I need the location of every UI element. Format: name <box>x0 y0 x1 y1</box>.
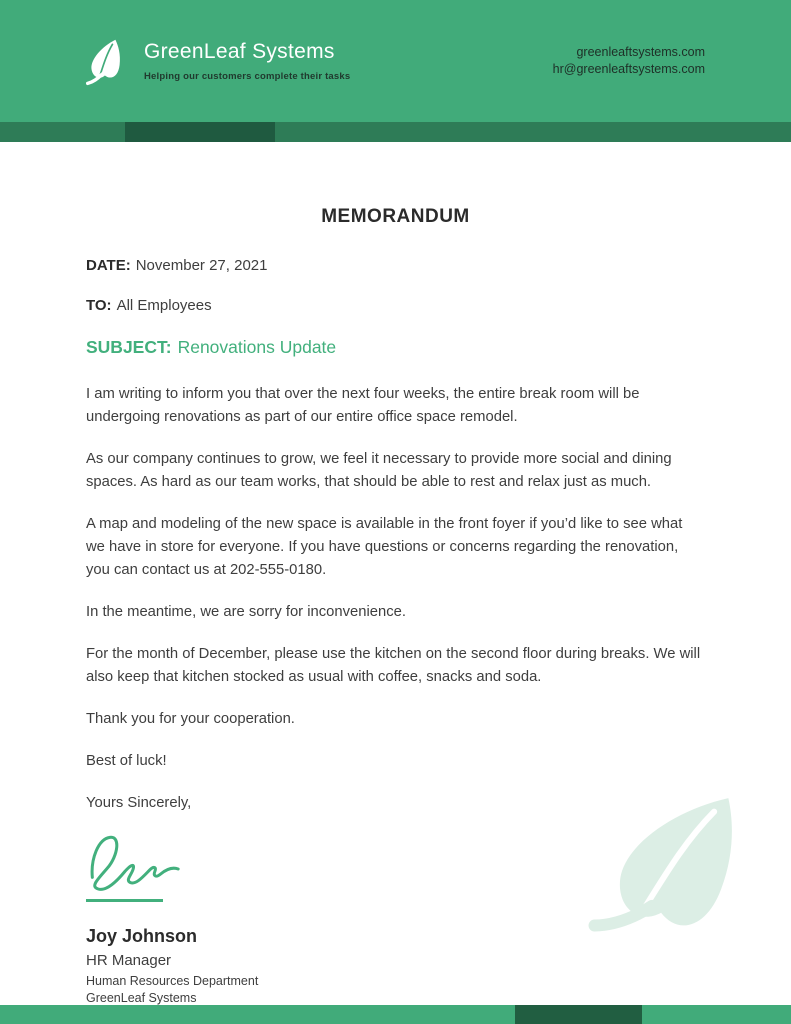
header-accent-bar-dark-segment <box>125 122 275 142</box>
memo-paragraph: In the meantime, we are sorry for inconvenience. <box>86 604 406 620</box>
memo-paragraph: As our company continues to grow, we feel it necessary to provide more social and dining spaces. As hard as our team works, that should be able to rest and relax just as much. <box>86 451 672 490</box>
subject-value: Renovations Update <box>177 337 337 357</box>
memo-subject-line <box>86 337 705 358</box>
to-label: TO: <box>86 297 112 314</box>
memo-paragraph: I am writing to inform you that over the next four weeks, the entire break room will be undergoing renovations as part of our entire office space remodel. <box>86 386 640 425</box>
footer-accent-bar-dark-segment <box>515 1005 642 1024</box>
company-website: greenleaftsystems.com <box>576 45 705 59</box>
date-label: DATE: <box>86 257 131 274</box>
company-tagline: Helping our customers complete their tasks <box>144 71 351 82</box>
date-value: November 27, 2021 <box>135 257 268 274</box>
signature-block <box>86 834 705 1005</box>
signer-company: GreenLeaf Systems <box>86 991 197 1005</box>
subject-label: SUBJECT: <box>86 337 172 357</box>
company-name: GreenLeaf Systems <box>144 40 335 63</box>
signer-name: Joy Johnson <box>86 926 198 946</box>
letterhead-header <box>0 0 791 122</box>
signer-title: HR Manager <box>86 952 172 969</box>
signature-underline <box>86 899 163 902</box>
memo-title: MEMORANDUM <box>321 206 470 227</box>
header-accent-bar <box>0 122 791 142</box>
footer-accent-bar <box>0 1005 791 1024</box>
memo-to-line <box>86 294 705 317</box>
contact-info <box>553 44 705 78</box>
to-value: All Employees <box>116 297 212 314</box>
handwritten-signature-icon <box>86 834 212 894</box>
signer-department: Human Resources Department <box>86 974 259 988</box>
memo-paragraph: Best of luck! <box>86 753 167 769</box>
memo-paragraph: A map and modeling of the new space is available in the front foyer if you’d like to see what we have in store for everyone. If you have questions or concerns regarding the renovation, you can contact us at 202-555-0180. <box>86 516 683 578</box>
brand <box>86 30 350 92</box>
memo-paragraph: For the month of December, please use the kitchen on the second floor during breaks. We will also keep that kitchen stocked as usual with coffee, snacks and soda. <box>86 646 701 685</box>
leaf-icon <box>86 32 128 92</box>
memo-content <box>0 206 791 1005</box>
company-email: hr@greenleaftsystems.com <box>552 62 705 76</box>
brand-text <box>144 40 350 82</box>
memo-date-line <box>86 254 705 277</box>
memo-paragraph: Thank you for your cooperation. <box>86 711 295 727</box>
memo-closing: Yours Sincerely, <box>86 795 192 811</box>
